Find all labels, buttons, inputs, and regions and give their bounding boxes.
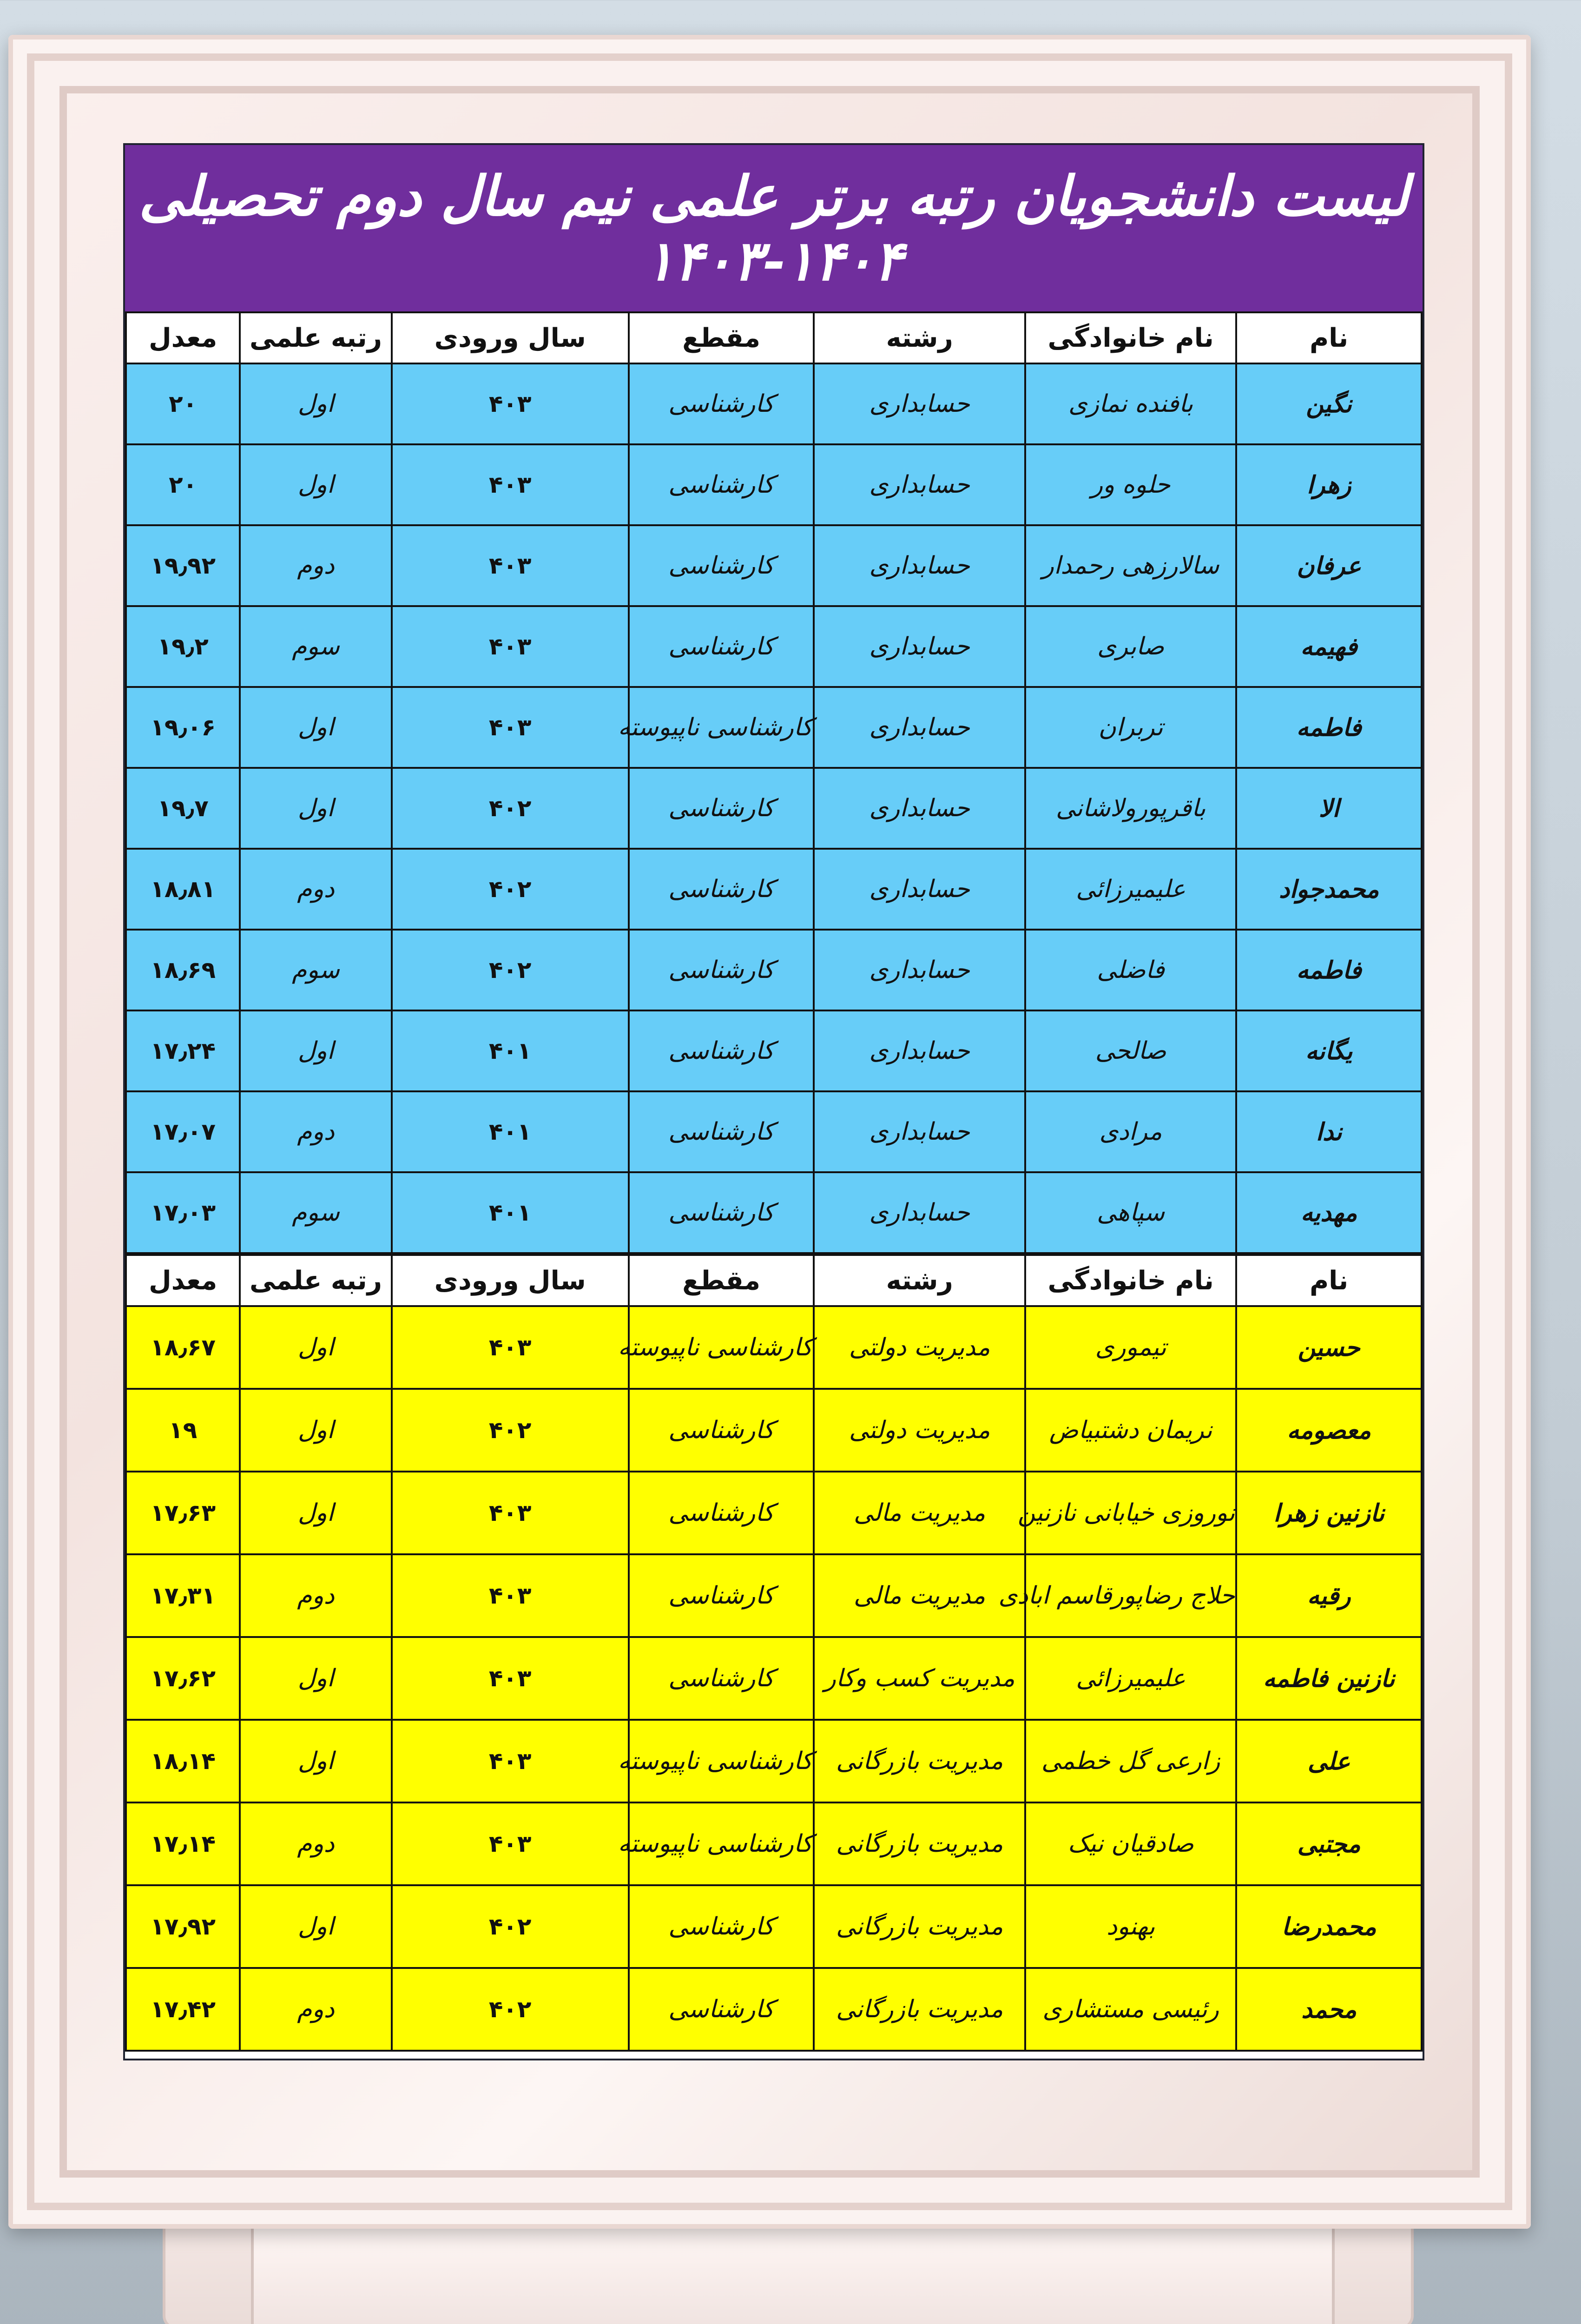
gpa-cell: ۱۷٫۲۴ [126, 1010, 240, 1091]
first-name-cell: معصومه [1236, 1389, 1422, 1472]
last-name-cell: حلوه ور [1025, 444, 1236, 525]
degree-cell: کارشناسی [629, 849, 814, 930]
gpa-cell: ۱۷٫۱۴ [126, 1802, 240, 1885]
major-cell: حسابداری [814, 1172, 1025, 1253]
first-name-cell: حسین [1236, 1306, 1422, 1389]
table-row [126, 1472, 1422, 1554]
first-name-cell: ندا [1236, 1091, 1422, 1172]
entry-year-cell: ۴۰۳ [392, 1554, 629, 1637]
header-rank: رتبه علمی [240, 312, 391, 363]
table-row [126, 687, 1422, 768]
rank-cell: اول [240, 1720, 391, 1802]
first-name-cell: مجتبی [1236, 1802, 1422, 1885]
entry-year-cell: ۴۰۳ [392, 1637, 629, 1720]
last-name-cell: نریمان دشتبیاض [1025, 1389, 1236, 1472]
table-header-row [126, 1255, 1422, 1306]
header-first-name: نام [1236, 1255, 1422, 1306]
major-cell: مدیریت بازرگانی [814, 1720, 1025, 1802]
rank-cell: اول [240, 1637, 391, 1720]
last-name-cell: سالارزهی رحمدار [1025, 525, 1236, 606]
entry-year-cell: ۴۰۲ [392, 849, 629, 930]
entry-year-cell: ۴۰۳ [392, 1720, 629, 1802]
degree-cell: کارشناسی [629, 1389, 814, 1472]
major-cell: حسابداری [814, 687, 1025, 768]
table-row [126, 1091, 1422, 1172]
major-cell: مدیریت دولتی [814, 1389, 1025, 1472]
last-name-cell: تربران [1025, 687, 1236, 768]
degree-cell: کارشناسی [629, 1010, 814, 1091]
degree-cell: کارشناسی [629, 606, 814, 687]
rank-cell: سوم [240, 930, 391, 1010]
rank-cell: اول [240, 1885, 391, 1968]
major-cell: مدیریت مالی [814, 1472, 1025, 1554]
first-name-cell: محمد [1236, 1968, 1422, 2051]
last-name-cell: صادقیان نیک [1025, 1802, 1236, 1885]
gpa-cell: ۱۸٫۱۴ [126, 1720, 240, 1802]
title-bar [125, 145, 1423, 311]
degree-cell: کارشناسی [629, 1172, 814, 1253]
gpa-cell: ۱۸٫۶۹ [126, 930, 240, 1010]
major-cell: حسابداری [814, 1091, 1025, 1172]
major-cell: حسابداری [814, 849, 1025, 930]
table-row [126, 1554, 1422, 1637]
table-row [126, 1885, 1422, 1968]
last-name-cell: صابری [1025, 606, 1236, 687]
table-body-accounting [126, 363, 1422, 1253]
last-name-cell: حلاج رضاپورقاسم ابادی [1025, 1554, 1236, 1637]
degree-cell: کارشناسی ناپیوسته [629, 1720, 814, 1802]
last-name-cell: بهنود [1025, 1885, 1236, 1968]
last-name-cell: سپاهی [1025, 1172, 1236, 1253]
gpa-cell: ۱۷٫۰۳ [126, 1172, 240, 1253]
rank-cell: دوم [240, 849, 391, 930]
header-major: رشته [814, 312, 1025, 363]
last-name-cell: صالحی [1025, 1010, 1236, 1091]
rank-cell: اول [240, 1472, 391, 1554]
entry-year-cell: ۴۰۳ [392, 363, 629, 444]
table-row [126, 1968, 1422, 2051]
last-name-cell: علیمیرزائی [1025, 849, 1236, 930]
header-degree: مقطع [629, 312, 814, 363]
table-row [126, 930, 1422, 1010]
degree-cell: کارشناسی [629, 444, 814, 525]
degree-cell: کارشناسی [629, 1637, 814, 1720]
major-cell: حسابداری [814, 1010, 1025, 1091]
table-row [126, 1172, 1422, 1253]
table-row [126, 1637, 1422, 1720]
entry-year-cell: ۴۰۳ [392, 1306, 629, 1389]
last-name-cell: علیمیرزائی [1025, 1637, 1236, 1720]
gpa-cell: ۱۹٫۷ [126, 768, 240, 849]
degree-cell: کارشناسی [629, 768, 814, 849]
table-row [126, 1306, 1422, 1389]
major-cell: حسابداری [814, 363, 1025, 444]
major-cell: مدیریت دولتی [814, 1306, 1025, 1389]
entry-year-cell: ۴۰۲ [392, 1885, 629, 1968]
rank-cell: دوم [240, 525, 391, 606]
entry-year-cell: ۴۰۳ [392, 687, 629, 768]
degree-cell: کارشناسی [629, 1091, 814, 1172]
table-row [126, 1802, 1422, 1885]
header-last-name: نام خانوادگی [1025, 1255, 1236, 1306]
table-row [126, 1720, 1422, 1802]
entry-year-cell: ۴۰۱ [392, 1010, 629, 1091]
major-cell: حسابداری [814, 930, 1025, 1010]
header-gpa: معدل [126, 312, 240, 363]
table-row [126, 444, 1422, 525]
gpa-cell: ۱۷٫۰۷ [126, 1091, 240, 1172]
gpa-cell: ۲۰ [126, 444, 240, 525]
first-name-cell: الا [1236, 768, 1422, 849]
header-major: رشته [814, 1255, 1025, 1306]
entry-year-cell: ۴۰۳ [392, 1802, 629, 1885]
rank-cell: دوم [240, 1802, 391, 1885]
rank-cell: دوم [240, 1968, 391, 2051]
last-name-cell: تیموری [1025, 1306, 1236, 1389]
first-name-cell: عرفان [1236, 525, 1422, 606]
entry-year-cell: ۴۰۲ [392, 930, 629, 1010]
rank-cell: دوم [240, 1091, 391, 1172]
major-cell: حسابداری [814, 606, 1025, 687]
last-name-cell: فاضلی [1025, 930, 1236, 1010]
entry-year-cell: ۴۰۱ [392, 1172, 629, 1253]
first-name-cell: علی [1236, 1720, 1422, 1802]
table-row [126, 1389, 1422, 1472]
degree-cell: کارشناسی [629, 1554, 814, 1637]
gpa-cell: ۱۷٫۳۱ [126, 1554, 240, 1637]
table-row [126, 768, 1422, 849]
first-name-cell: فاطمه [1236, 930, 1422, 1010]
first-name-cell: رقیه [1236, 1554, 1422, 1637]
header-entry-year: سال ورودی [392, 312, 629, 363]
major-cell: حسابداری [814, 768, 1025, 849]
header-rank: رتبه علمی [240, 1255, 391, 1306]
page-title: لیست دانشجویان رتبه برتر علمی نیم سال دوم تحصیلی ۱۴۰۴-۱۴۰۳ [138, 164, 1409, 293]
major-cell: مدیریت بازرگانی [814, 1885, 1025, 1968]
gpa-cell: ۱۹٫۲ [126, 606, 240, 687]
degree-cell: کارشناسی [629, 1885, 814, 1968]
major-cell: مدیریت کسب وکار [814, 1637, 1025, 1720]
first-name-cell: محمدرضا [1236, 1885, 1422, 1968]
entry-year-cell: ۴۰۳ [392, 525, 629, 606]
rank-cell: دوم [240, 1554, 391, 1637]
gpa-cell: ۱۹٫۰۶ [126, 687, 240, 768]
rank-cell: اول [240, 1306, 391, 1389]
table-row [126, 606, 1422, 687]
degree-cell: کارشناسی [629, 1968, 814, 2051]
degree-cell: کارشناسی [629, 930, 814, 1010]
rank-cell: سوم [240, 1172, 391, 1253]
degree-cell: کارشناسی [629, 363, 814, 444]
major-cell: مدیریت بازرگانی [814, 1968, 1025, 2051]
first-name-cell: فهیمه [1236, 606, 1422, 687]
entry-year-cell: ۴۰۲ [392, 1389, 629, 1472]
header-gpa: معدل [126, 1255, 240, 1306]
header-last-name: نام خانوادگی [1025, 312, 1236, 363]
entry-year-cell: ۴۰۱ [392, 1091, 629, 1172]
last-name-cell: باقرپورولاشانی [1025, 768, 1236, 849]
rank-cell: سوم [240, 606, 391, 687]
first-name-cell: نازنین فاطمه [1236, 1637, 1422, 1720]
table-row [126, 363, 1422, 444]
rank-cell: اول [240, 768, 391, 849]
degree-cell: کارشناسی ناپیوسته [629, 1802, 814, 1885]
gpa-cell: ۲۰ [126, 363, 240, 444]
major-cell: مدیریت مالی [814, 1554, 1025, 1637]
last-name-cell: زارعی گل خطمی [1025, 1720, 1236, 1802]
entry-year-cell: ۴۰۲ [392, 1968, 629, 2051]
first-name-cell: مهدیه [1236, 1172, 1422, 1253]
header-entry-year: سال ورودی [392, 1255, 629, 1306]
rank-cell: اول [240, 363, 391, 444]
honor-list-panel [123, 143, 1424, 2060]
first-name-cell: فاطمه [1236, 687, 1422, 768]
last-name-cell: بافنده نمازی [1025, 363, 1236, 444]
table-row [126, 525, 1422, 606]
gpa-cell: ۱۹٫۹۲ [126, 525, 240, 606]
major-cell: مدیریت بازرگانی [814, 1802, 1025, 1885]
easel-ledge [251, 2222, 1335, 2324]
management-students-table [125, 1254, 1423, 2052]
last-name-cell: نوروزی خیابانی نازنین [1025, 1472, 1236, 1554]
first-name-cell: نگین [1236, 363, 1422, 444]
gpa-cell: ۱۷٫۴۲ [126, 1968, 240, 2051]
degree-cell: کارشناسی ناپیوسته [629, 1306, 814, 1389]
table-body-management [126, 1306, 1422, 2051]
gpa-cell: ۱۸٫۸۱ [126, 849, 240, 930]
first-name-cell: محمدجواد [1236, 849, 1422, 930]
gpa-cell: ۱۷٫۶۳ [126, 1472, 240, 1554]
degree-cell: کارشناسی ناپیوسته [629, 687, 814, 768]
major-cell: حسابداری [814, 525, 1025, 606]
gpa-cell: ۱۷٫۹۲ [126, 1885, 240, 1968]
last-name-cell: رئیسی مستشاری [1025, 1968, 1236, 2051]
last-name-cell: مرادی [1025, 1091, 1236, 1172]
entry-year-cell: ۴۰۳ [392, 1472, 629, 1554]
gpa-cell: ۱۷٫۶۲ [126, 1637, 240, 1720]
entry-year-cell: ۴۰۲ [392, 768, 629, 849]
rank-cell: اول [240, 444, 391, 525]
degree-cell: کارشناسی [629, 525, 814, 606]
major-cell: حسابداری [814, 444, 1025, 525]
table-header-row [126, 312, 1422, 363]
accounting-students-table [125, 311, 1423, 1254]
gpa-cell: ۱۹ [126, 1389, 240, 1472]
header-degree: مقطع [629, 1255, 814, 1306]
entry-year-cell: ۴۰۳ [392, 606, 629, 687]
header-first-name: نام [1236, 312, 1422, 363]
degree-cell: کارشناسی [629, 1472, 814, 1554]
first-name-cell: نازنین زهرا [1236, 1472, 1422, 1554]
table-row [126, 849, 1422, 930]
gpa-cell: ۱۸٫۶۷ [126, 1306, 240, 1389]
first-name-cell: زهرا [1236, 444, 1422, 525]
first-name-cell: یگانه [1236, 1010, 1422, 1091]
rank-cell: اول [240, 687, 391, 768]
entry-year-cell: ۴۰۳ [392, 444, 629, 525]
rank-cell: اول [240, 1010, 391, 1091]
table-row [126, 1010, 1422, 1091]
rank-cell: اول [240, 1389, 391, 1472]
